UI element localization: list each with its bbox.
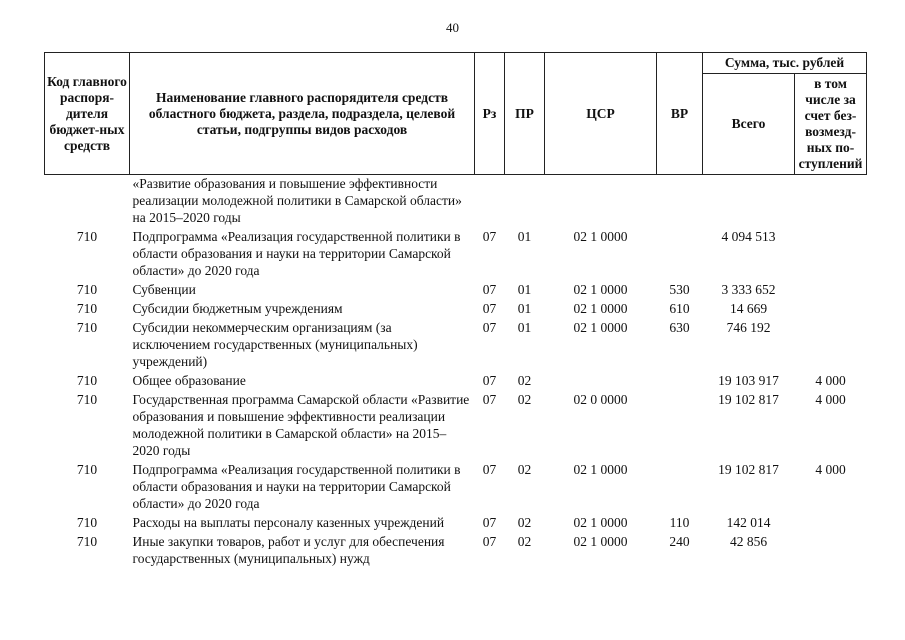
page-number: 40 bbox=[446, 20, 459, 35]
cell-name: Субсидии бюджетным учреждениям bbox=[132, 301, 343, 316]
cell-code: 710 bbox=[76, 320, 98, 335]
cell-name: «Развитие образования и повышение эффективности реализации молодежной политики в Самарской области» на 2015–2020 годы bbox=[132, 176, 462, 225]
cell-total: 14 669 bbox=[729, 301, 768, 316]
header-total: Всего bbox=[703, 74, 795, 175]
header-code: Код главного распоря-дителя бюджет-ных средств bbox=[45, 53, 130, 175]
table-row bbox=[45, 531, 867, 567]
cell-code: 710 bbox=[76, 282, 98, 297]
cell-pr: 01 bbox=[517, 282, 532, 297]
cell-gift: 4 000 bbox=[815, 373, 846, 388]
header-gift: в том числе за счет без-возмезд-ных по-ступлений bbox=[795, 74, 867, 175]
cell-pr: 01 bbox=[517, 320, 532, 335]
cell-code: 710 bbox=[76, 301, 98, 316]
cell-gift bbox=[795, 226, 867, 279]
cell-pr bbox=[505, 175, 545, 227]
cell-code: 710 bbox=[76, 515, 98, 530]
cell-rz: 07 bbox=[482, 373, 497, 388]
cell-gift bbox=[795, 279, 867, 298]
table-row bbox=[45, 317, 867, 370]
cell-name: Субсидии некоммерческим организациям (за исключением государственных (муниципальных) учреждений) bbox=[132, 320, 418, 369]
header-vr: ВР bbox=[657, 53, 703, 175]
table-row bbox=[45, 175, 867, 227]
header-sum: Сумма, тыс. рублей bbox=[703, 53, 867, 74]
table-row bbox=[45, 226, 867, 279]
cell-code: 710 bbox=[76, 392, 98, 407]
cell-vr bbox=[657, 389, 703, 459]
cell-gift bbox=[795, 298, 867, 317]
cell-rz: 07 bbox=[482, 392, 497, 407]
header-csr: ЦСР bbox=[545, 53, 657, 175]
cell-vr: 240 bbox=[669, 534, 690, 549]
cell-total: 746 192 bbox=[726, 320, 771, 335]
cell-name: Иные закупки товаров, работ и услуг для обеспечения государственных (муниципальных) нужд bbox=[132, 534, 445, 566]
cell-vr: 110 bbox=[669, 515, 690, 530]
table-row bbox=[45, 389, 867, 459]
cell-total: 19 103 917 bbox=[718, 373, 779, 388]
cell-total: 142 014 bbox=[726, 515, 771, 530]
cell-pr: 02 bbox=[517, 515, 532, 530]
cell-rz: 07 bbox=[482, 462, 497, 477]
cell-name: Подпрограмма «Реализация государственной политики в области образования и науки на территории Самарской области» до 2020 года bbox=[132, 462, 461, 511]
cell-code bbox=[45, 175, 130, 227]
cell-gift bbox=[795, 317, 867, 370]
cell-csr: 02 1 0000 bbox=[573, 462, 628, 477]
cell-vr bbox=[657, 226, 703, 279]
table-header bbox=[45, 53, 867, 175]
cell-vr: 630 bbox=[669, 320, 690, 335]
cell-csr bbox=[545, 175, 657, 227]
cell-rz: 07 bbox=[482, 229, 497, 244]
cell-pr: 02 bbox=[517, 462, 532, 477]
cell-csr: 02 0 0000 bbox=[573, 392, 628, 407]
table-row bbox=[45, 459, 867, 512]
cell-gift: 4 000 bbox=[815, 392, 846, 407]
cell-csr: 02 1 0000 bbox=[573, 320, 628, 335]
cell-csr: 02 1 0000 bbox=[573, 515, 628, 530]
cell-gift bbox=[795, 512, 867, 531]
table-row bbox=[45, 298, 867, 317]
cell-pr: 02 bbox=[517, 392, 532, 407]
cell-total: 3 333 652 bbox=[721, 282, 776, 297]
cell-pr: 01 bbox=[517, 301, 532, 316]
cell-code: 710 bbox=[76, 229, 98, 244]
table-body bbox=[45, 175, 867, 568]
cell-gift bbox=[795, 531, 867, 567]
cell-csr: 02 1 0000 bbox=[573, 282, 628, 297]
cell-name: Расходы на выплаты персоналу казенных учреждений bbox=[132, 515, 445, 530]
cell-total: 4 094 513 bbox=[721, 229, 776, 244]
cell-rz: 07 bbox=[482, 301, 497, 316]
cell-vr: 530 bbox=[669, 282, 690, 297]
cell-csr: 02 1 0000 bbox=[573, 534, 628, 549]
header-name: Наименование главного распорядителя средств областного бюджета, раздела, подраздела, целевой статьи, подгруппы видов расходов bbox=[130, 53, 475, 175]
cell-name: Субвенции bbox=[132, 282, 196, 297]
cell-rz: 07 bbox=[482, 515, 497, 530]
cell-total: 19 102 817 bbox=[718, 462, 779, 477]
cell-vr bbox=[657, 459, 703, 512]
table-row bbox=[45, 370, 867, 389]
cell-code: 710 bbox=[76, 534, 98, 549]
cell-total bbox=[703, 175, 795, 227]
cell-rz: 07 bbox=[482, 282, 497, 297]
cell-csr: 02 1 0000 bbox=[573, 229, 628, 244]
cell-code: 710 bbox=[76, 462, 98, 477]
header-pr: ПР bbox=[505, 53, 545, 175]
cell-rz: 07 bbox=[482, 320, 497, 335]
cell-total: 19 102 817 bbox=[718, 392, 779, 407]
budget-table bbox=[44, 52, 867, 567]
table-row bbox=[45, 279, 867, 298]
cell-csr bbox=[545, 370, 657, 389]
cell-pr: 02 bbox=[517, 534, 532, 549]
cell-name: Государственная программа Самарской области «Развитие образования и повышение эффективности реализации молодежной политики в Самарской области» на 2015–2020 годы bbox=[132, 392, 470, 458]
cell-rz: 07 bbox=[482, 534, 497, 549]
header-rz: Рз bbox=[475, 53, 505, 175]
cell-vr bbox=[657, 370, 703, 389]
cell-total: 42 856 bbox=[729, 534, 768, 549]
cell-gift bbox=[795, 175, 867, 227]
cell-vr: 610 bbox=[669, 301, 690, 316]
cell-pr: 01 bbox=[517, 229, 532, 244]
table-row bbox=[45, 512, 867, 531]
cell-pr: 02 bbox=[517, 373, 532, 388]
cell-csr: 02 1 0000 bbox=[573, 301, 628, 316]
cell-vr bbox=[657, 175, 703, 227]
cell-gift: 4 000 bbox=[815, 462, 846, 477]
cell-name: Подпрограмма «Реализация государственной политики в области образования и науки на территории Самарской области» до 2020 года bbox=[132, 229, 461, 278]
cell-rz bbox=[475, 175, 505, 227]
cell-name: Общее образование bbox=[132, 373, 246, 388]
cell-code: 710 bbox=[76, 373, 98, 388]
